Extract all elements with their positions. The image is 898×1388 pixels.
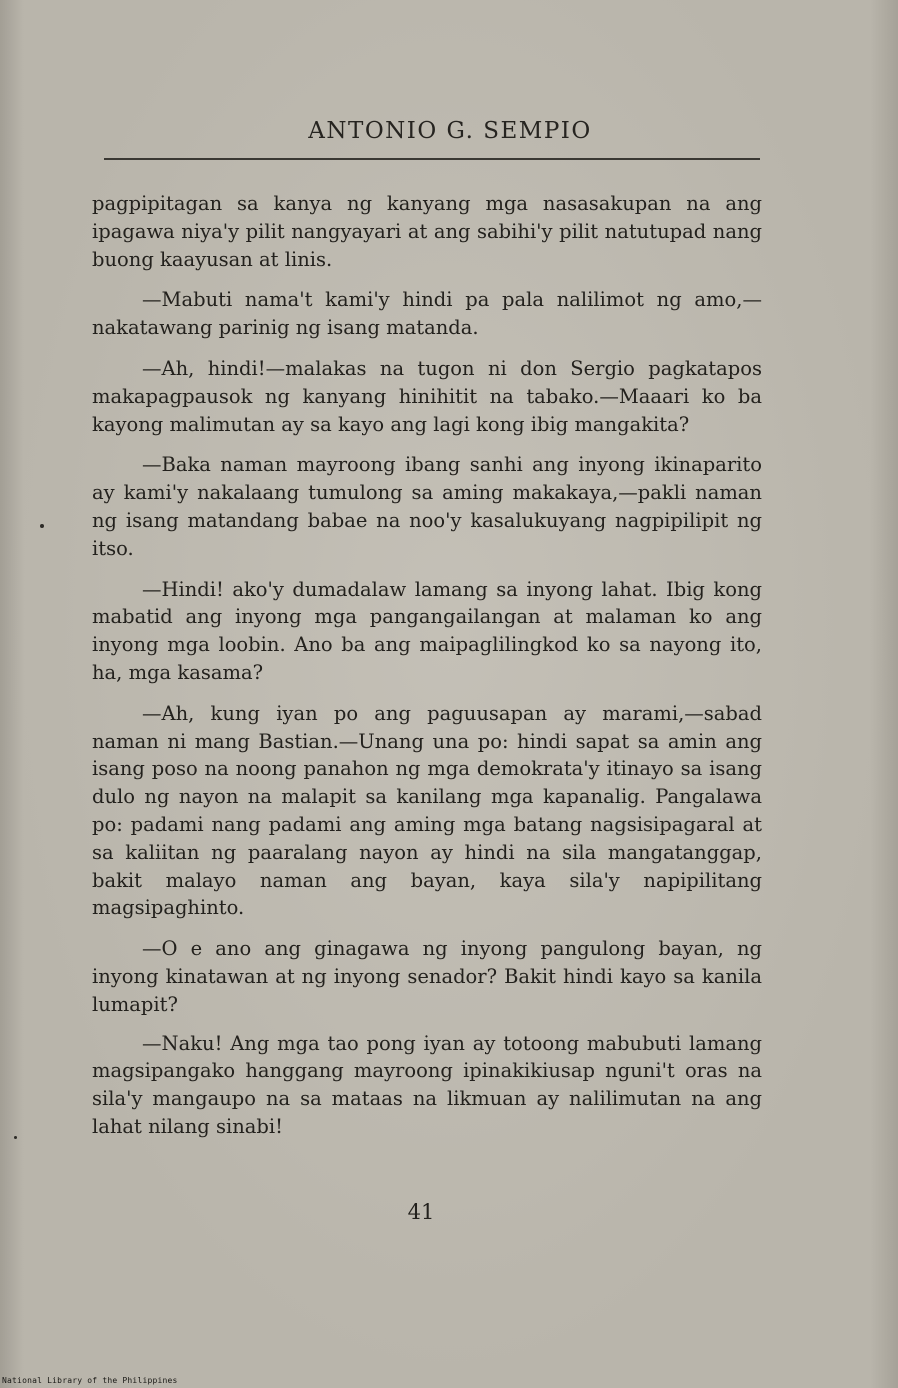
page-number: 41	[407, 1200, 435, 1224]
paragraph: —Naku! Ang mga tao pong iyan ay totoong mabubuti lamang magsipangako hanggang mayroong ipinakikiusap nguni't oras na sila'y mangaupo na sa mataas na likmuan ay nalilimutan na ang lahat nilang sinabi!	[92, 1031, 762, 1138]
ink-speck	[14, 1136, 17, 1139]
paragraph: pagpipitagan sa kanya ng kanyang mga nasasakupan na ang ipagawa niya'y pilit nangyayari at ang sabihi'y pilit natutupad nang buong kaayusan at linis.	[92, 192, 762, 271]
paragraph: —Ah, kung iyan po ang paguusapan ay marami,—sabad naman ni mang Bastian.—Unang una po: hindi sapat sa amin ang isang poso na noong panahon ng mga demokrata'y itinayo sa isang dulo ng nayon na malapit sa kanilang mga kapanalig. Pangalawa po: padami nang padami ang aming mga batang nagsisipagaral at sa kaliitan ng paaralang nayon ay hindi na sila mangatanggap, bakit malayo naman ang bayan, kaya sila'y napipilitang magsipaghinto.	[92, 701, 762, 920]
library-credit: National Library of the Philippines	[2, 1376, 178, 1385]
paragraph: —Ah, hindi!—malakas na tugon ni don Sergio pagkatapos makapagpausok ng kanyang hinihitit na tabako.—Maaari ko ba kayong malimutan ay sa kayo ang lagi kong ibig mangakita?	[92, 356, 762, 436]
paragraph: —O e ano ang ginagawa ng inyong pangulong bayan, ng inyong kinatawan at ng inyong senador? Bakit hindi kayo sa kanila lumapit?	[92, 937, 762, 1016]
page-header	[0, 118, 898, 144]
paragraph: —Baka naman mayroong ibang sanhi ang inyong ikinaparito ay kami'y nakalaang tumulong sa aming makakaya,—pakli naman ng isang matandang babae na noo'y kasalukuyang nagpipilipit ng itso.	[92, 453, 762, 560]
ink-speck	[40, 524, 44, 528]
paragraph: —Mabuti nama't kami'y hindi pa pala nalilimot ng amo,—nakatawang parinig ng isang matanda.	[92, 288, 762, 340]
running-head: ANTONIO G. SEMPIO	[308, 118, 592, 144]
header-rule	[104, 158, 760, 160]
paragraph: —Hindi! ako'y dumadalaw lamang sa inyong lahat. Ibig kong mabatid ang inyong mga pangangailangan at malaman ko ang inyong mga loobin. Ano ba ang maipaglilingkod ko sa nayong ito, ha, mga kasama?	[92, 577, 762, 684]
body-text	[92, 190, 762, 1154]
